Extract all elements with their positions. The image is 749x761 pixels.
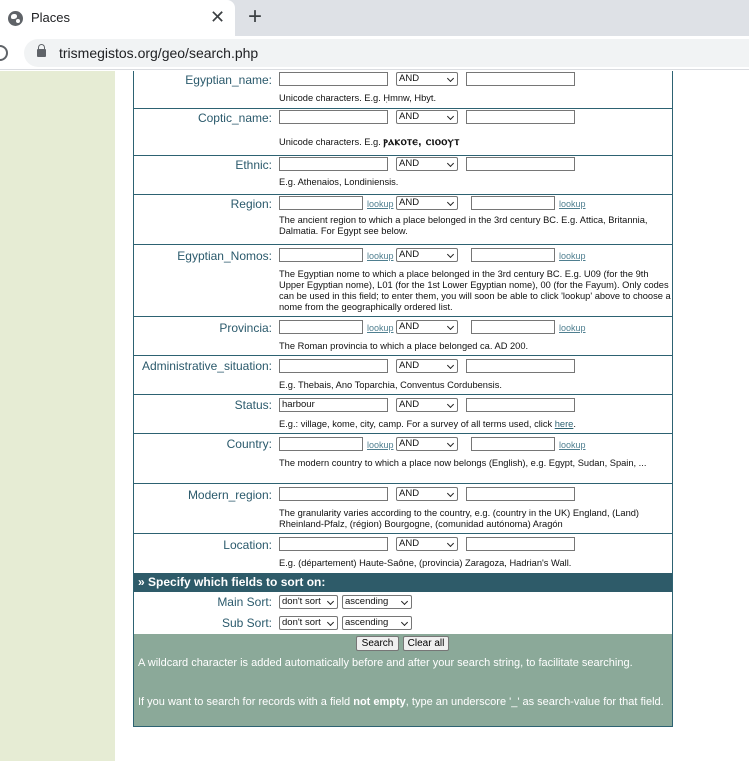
label-egyptian-name: Egyptian_name: — [185, 73, 272, 87]
modern-region-input-1[interactable] — [279, 487, 388, 501]
egyptian-name-input-1[interactable] — [279, 72, 388, 86]
provincia-input-2[interactable] — [471, 320, 555, 334]
label-coptic-name: Coptic_name: — [197, 111, 272, 125]
region-lookup-link-2[interactable]: lookup — [559, 199, 586, 209]
note-egyptian-nomos: The Egyptian nome to which a place belonged in the 3rd century BC. E.g. U09 (for the 9th Upper Egyptian nome), L01 (for the 1st Lower Egyptian nome), 00 (for the Fayum). Only codes can be used in this field; to enter them, you will soon be able to click 'lookup' above to choose a nome from the geographically ordered list. — [279, 269, 671, 312]
row-country — [134, 434, 672, 484]
address-bar — [0, 36, 749, 70]
status-operator-select[interactable]: AND — [396, 398, 458, 412]
not-empty-info — [138, 696, 668, 709]
url-field[interactable] — [24, 39, 749, 67]
left-panel — [0, 71, 115, 761]
sub-sort-order-select[interactable]: ascending — [342, 616, 412, 630]
provincia-operator-select[interactable]: AND — [396, 320, 458, 334]
not-empty-info-bold: not empty — [353, 696, 406, 708]
nomos-input-1[interactable] — [279, 248, 363, 262]
row-egyptian-nomos — [134, 245, 672, 317]
nomos-lookup-link-1[interactable]: lookup — [367, 251, 394, 261]
row-egyptian-name — [134, 71, 672, 109]
coptic-name-input-2[interactable] — [466, 110, 575, 124]
note-egyptian-name: Unicode characters. E.g. Ḥmnw, Hbyt. — [279, 93, 437, 103]
main-sort-order-select[interactable]: ascending — [342, 595, 412, 609]
label-egyptian-nomos: Egyptian_Nomos: — [177, 249, 272, 263]
search-button[interactable]: Search — [356, 636, 399, 651]
modern-region-operator-select[interactable]: AND — [396, 487, 458, 501]
browser-tab-bar — [0, 0, 749, 36]
note-ethnic: E.g. Athenaios, Londiniensis. — [279, 177, 399, 187]
note-coptic-name — [279, 136, 672, 148]
modern-region-input-2[interactable] — [466, 487, 575, 501]
lock-icon[interactable] — [37, 49, 46, 57]
ethnic-input-2[interactable] — [466, 157, 575, 171]
nomos-lookup-link-2[interactable]: lookup — [559, 251, 586, 261]
administrative-situation-input-2[interactable] — [466, 359, 575, 373]
ethnic-operator-select[interactable]: AND — [396, 157, 458, 171]
provincia-input-1[interactable] — [279, 320, 363, 334]
region-operator-select[interactable]: AND — [396, 196, 458, 210]
note-coptic-prefix: Unicode characters. E.g. — [279, 137, 384, 147]
new-tab-icon[interactable]: + — [248, 3, 263, 30]
wildcard-info: A wildcard character is added automatically before and after your search string, to facilitate searching. — [138, 657, 633, 669]
provincia-lookup-link-1[interactable]: lookup — [367, 323, 394, 333]
coptic-name-operator-select[interactable]: AND — [396, 110, 458, 124]
country-input-2[interactable] — [471, 437, 555, 451]
status-here-link[interactable]: here — [554, 419, 574, 429]
label-status: Status: — [234, 398, 272, 412]
label-ethnic: Ethnic: — [235, 158, 272, 172]
row-region — [134, 195, 672, 245]
administrative-situation-input-1[interactable] — [279, 359, 388, 373]
country-lookup-link-2[interactable]: lookup — [559, 440, 586, 450]
not-empty-info-suffix: , type an underscore '_' as search-value for that field. — [405, 696, 664, 708]
egyptian-name-operator-select[interactable]: AND — [396, 72, 458, 86]
close-icon[interactable]: ✕ — [210, 7, 226, 27]
sub-sort-field-select[interactable]: don't sort — [279, 616, 338, 630]
tab-title: Places — [31, 10, 71, 25]
note-provincia: The Roman provincia to which a place belonged ca. AD 200. — [279, 341, 529, 351]
ethnic-input-1[interactable] — [279, 157, 388, 171]
coptic-name-input-1[interactable] — [279, 110, 388, 124]
label-administrative-situation: Administrative_situation: — [141, 359, 272, 373]
nomos-input-2[interactable] — [471, 248, 555, 262]
label-location: Location: — [223, 538, 272, 552]
main-sort-row — [134, 592, 672, 613]
sub-sort-row — [134, 613, 672, 634]
region-input-1[interactable] — [279, 196, 363, 210]
note-country: The modern country to which a place now belongs (English), e.g. Egypt, Sudan, Spain, ... — [279, 458, 647, 468]
page-viewport — [0, 71, 749, 761]
not-empty-info-prefix: If you want to search for records with a field — [138, 696, 354, 708]
label-provincia: Provincia: — [219, 321, 272, 335]
status-input-1[interactable]: harbour — [279, 398, 388, 412]
url-text[interactable]: trismegistos.org/geo/search.php — [59, 45, 259, 61]
note-status-suffix: . — [573, 419, 576, 429]
row-coptic-name — [134, 109, 672, 156]
note-administrative-situation: E.g. Thebais, Ano Toparchia, Conventus Cordubensis. — [279, 380, 502, 390]
row-ethnic — [134, 156, 672, 195]
administrative-situation-operator-select[interactable]: AND — [396, 359, 458, 373]
region-input-2[interactable] — [471, 196, 555, 210]
browser-tab[interactable] — [0, 0, 235, 36]
note-location: E.g. (département) Haute-Saône, (provincia) Zaragoza, Hadrian's Wall. — [279, 558, 572, 568]
location-input-2[interactable] — [466, 537, 575, 551]
main-sort-field-select[interactable]: don't sort — [279, 595, 338, 609]
label-region: Region: — [230, 197, 272, 211]
location-input-1[interactable] — [279, 537, 388, 551]
search-form — [133, 71, 673, 727]
location-operator-select[interactable]: AND — [396, 537, 458, 551]
note-status — [279, 419, 672, 430]
country-lookup-link-1[interactable]: lookup — [367, 440, 394, 450]
note-region: The ancient region to which a place belonged in the 3rd century BC. E.g. Attica, Britannia, Dalmatia. For Egypt see below. — [279, 215, 648, 236]
provincia-lookup-link-2[interactable]: lookup — [559, 323, 586, 333]
main-sort-label: Main Sort: — [217, 595, 272, 609]
status-input-2[interactable] — [466, 398, 575, 412]
country-operator-select[interactable]: AND — [396, 437, 458, 451]
row-status — [134, 395, 672, 434]
note-coptic-example: ⲣⲁⲕⲟⲧⲉ, ⲥⲓⲟⲟⲩⲧ — [383, 134, 460, 148]
egyptian-name-input-2[interactable] — [466, 72, 575, 86]
row-location — [134, 534, 672, 573]
globe-icon — [8, 11, 23, 26]
search-actions-panel — [134, 634, 672, 726]
label-country: Country: — [226, 437, 272, 451]
label-modern-region: Modern_region: — [187, 488, 272, 502]
reload-icon[interactable] — [0, 45, 8, 61]
sort-section-heading: » Specify which fields to sort on: — [134, 573, 672, 592]
row-provincia — [134, 317, 672, 356]
row-administrative-situation — [134, 356, 672, 395]
nomos-operator-select[interactable]: AND — [396, 248, 458, 262]
region-lookup-link-1[interactable]: lookup — [367, 199, 394, 209]
row-modern-region — [134, 484, 672, 534]
note-status-prefix: E.g.: village, kome, city, camp. For a survey of all terms used, click — [279, 419, 555, 429]
country-input-1[interactable] — [279, 437, 363, 451]
sub-sort-label: Sub Sort: — [221, 616, 272, 630]
clear-all-button[interactable]: Clear all — [403, 636, 449, 651]
note-modern-region: The granularity varies according to the country, e.g. (country in the UK) England, (Land) Rheinland-Pfalz, (région) Bourgogne, (comunidad autónoma) Aragón — [279, 508, 640, 529]
